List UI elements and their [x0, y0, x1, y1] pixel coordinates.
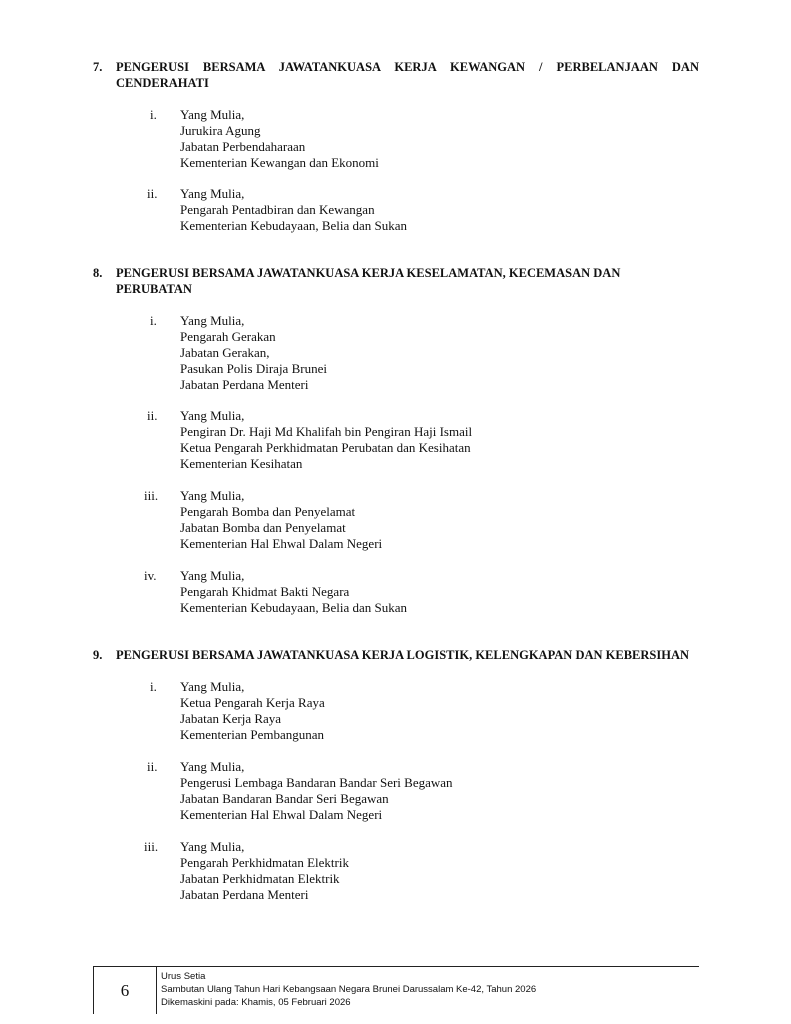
item-line: Jabatan Bandaran Bandar Seri Begawan: [180, 791, 389, 806]
item-lines: [180, 408, 472, 472]
item-line: Pengarah Khidmat Bakti Negara: [180, 584, 350, 599]
item-line: Yang Mulia,: [180, 759, 245, 774]
item-line: Yang Mulia,: [180, 679, 245, 694]
item-line: Jabatan Perkhidmatan Elektrik: [180, 871, 340, 886]
item-line: Kementerian Kebudayaan, Belia dan Sukan: [180, 600, 408, 615]
item-line: Pengarah Bomba dan Penyelamat: [180, 504, 356, 519]
section-number: 7.: [93, 60, 103, 74]
item-line: Jabatan Gerakan,: [180, 345, 270, 360]
item-numeral: iv.: [144, 568, 157, 583]
item-lines: [180, 839, 349, 903]
section-title: PENGERUSI BERSAMA JAWATANKUASA KERJA KESELAMATAN, KECEMASAN DAN PERUBATAN: [116, 266, 621, 296]
item-line: Jabatan Kerja Raya: [180, 711, 282, 726]
section-title: PENGERUSI BERSAMA JAWATANKUASA KERJA KEWANGAN / PERBELANJAAN DAN CENDERAHATI: [116, 60, 699, 90]
section-8: [93, 265, 699, 615]
section-9: [93, 647, 699, 902]
footer-line-event: Sambutan Ulang Tahun Hari Kebangsaan Negara Brunei Darussalam Ke-42, Tahun 2026: [161, 984, 537, 995]
page-number: 6: [93, 967, 157, 1014]
item-numeral: i.: [150, 107, 157, 122]
section-title: PENGERUSI BERSAMA JAWATANKUASA KERJA LOGISTIK, KELENGKAPAN DAN KEBERSIHAN: [116, 648, 690, 662]
item-numeral: i.: [150, 679, 157, 694]
item-numeral: ii.: [147, 186, 158, 201]
item-line: Jabatan Perdana Menteri: [180, 887, 309, 902]
item-line: Jabatan Perdana Menteri: [180, 377, 309, 392]
item-line: Kementerian Hal Ehwal Dalam Negeri: [180, 807, 383, 822]
item-line: Pengiran Dr. Haji Md Khalifah bin Pengiran Haji Ismail: [180, 424, 473, 439]
item-numeral: iii.: [144, 488, 159, 503]
item-line: Kementerian Kewangan dan Ekonomi: [180, 155, 379, 170]
item-line: Jurukira Agung: [180, 123, 261, 138]
item-numeral: i.: [150, 313, 157, 328]
item-line: Jabatan Bomba dan Penyelamat: [180, 520, 346, 535]
section-7: [93, 59, 699, 233]
item-line: Yang Mulia,: [180, 186, 245, 201]
section-heading: [93, 59, 699, 91]
item-numeral: iii.: [144, 839, 159, 854]
item-line: Ketua Pengarah Perkhidmatan Perubatan dan Kesihatan: [180, 440, 471, 455]
item-lines: [180, 107, 379, 171]
section-heading: [93, 647, 699, 663]
item-line: Kementerian Hal Ehwal Dalam Negeri: [180, 536, 383, 551]
footer-line-updated: Dikemaskini pada: Khamis, 05 Februari 2026: [161, 997, 351, 1008]
item-line: Pasukan Polis Diraja Brunei: [180, 361, 327, 376]
item-line: Pengarah Perkhidmatan Elektrik: [180, 855, 349, 870]
item-lines: [180, 568, 407, 616]
item-line: Yang Mulia,: [180, 408, 245, 423]
item-line: Kementerian Kesihatan: [180, 456, 303, 471]
item-line: Pengarah Gerakan: [180, 329, 276, 344]
footer-line-secretariat: Urus Setia: [161, 971, 206, 982]
item-lines: [180, 313, 327, 393]
item-lines: [180, 488, 382, 552]
item-line: Yang Mulia,: [180, 568, 245, 583]
footer-text: [161, 970, 536, 1009]
item-lines: [180, 759, 453, 823]
item-line: Jabatan Perbendaharaan: [180, 139, 306, 154]
item-line: Pengerusi Lembaga Bandaran Bandar Seri Begawan: [180, 775, 453, 790]
item-lines: [180, 679, 325, 743]
page-footer: [93, 966, 699, 1015]
item-numeral: ii.: [147, 759, 158, 774]
section-heading: [93, 265, 699, 297]
item-numeral: ii.: [147, 408, 158, 423]
item-line: Kementerian Pembangunan: [180, 727, 325, 742]
section-number: 9.: [93, 648, 103, 662]
item-line: Yang Mulia,: [180, 313, 245, 328]
item-line: Yang Mulia,: [180, 839, 245, 854]
item-line: Yang Mulia,: [180, 488, 245, 503]
item-line: Ketua Pengarah Kerja Raya: [180, 695, 325, 710]
item-lines: [180, 186, 407, 234]
section-number: 8.: [93, 266, 103, 280]
item-line: Kementerian Kebudayaan, Belia dan Sukan: [180, 218, 408, 233]
item-line: Pengarah Pentadbiran dan Kewangan: [180, 202, 375, 217]
item-line: Yang Mulia,: [180, 107, 245, 122]
